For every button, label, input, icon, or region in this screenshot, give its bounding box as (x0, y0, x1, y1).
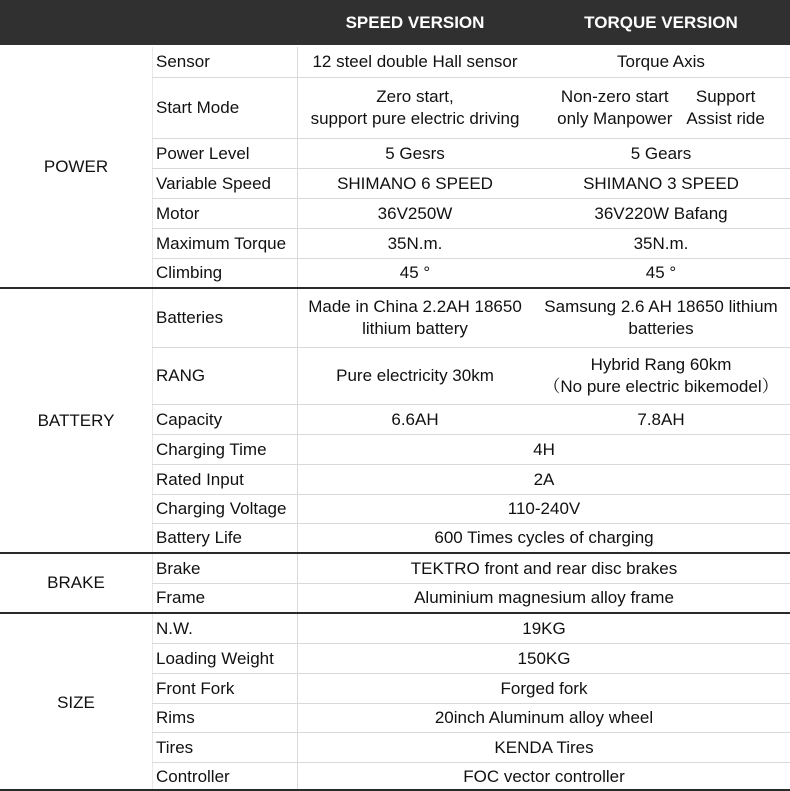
row-label-loading-weight: Loading Weight (156, 648, 274, 668)
loading-weight-value: 150KG (517, 648, 571, 668)
start-mode-torque-a1: Non-zero start (560, 87, 669, 106)
power-level-speed-value: 5 Gesrs (385, 143, 445, 163)
max-torque-speed-value: 35N.m. (387, 233, 443, 253)
row-label-batteries: Batteries (156, 308, 224, 327)
nw-value: 19KG (522, 618, 566, 638)
start-mode-torque-value (532, 78, 790, 138)
start-mode-torque-a2: only Manpower (557, 109, 673, 128)
batteries-speed-line2: lithium battery (362, 319, 468, 338)
row-label-power-level: Power Level (156, 143, 250, 163)
rang-torque-value (532, 348, 790, 404)
start-mode-torque-part-a (557, 86, 672, 130)
speed-version-heading: SPEED VERSION (345, 13, 485, 32)
row-label-variable-speed: Variable Speed (156, 173, 271, 193)
charging-time-value: 4H (533, 439, 555, 459)
rated-input-value: 2A (533, 469, 555, 489)
batteries-torque-value (532, 289, 790, 347)
row-label-battery-life: Battery Life (156, 528, 242, 547)
start-mode-speed-value (298, 78, 532, 138)
start-mode-speed-line1: Zero start, (376, 87, 454, 106)
category-power: POWER (43, 157, 109, 176)
motor-speed-value: 36V250W (377, 203, 453, 223)
row-label-nw: N.W. (156, 618, 193, 638)
sensor-torque-value: Torque Axis (617, 52, 705, 71)
rang-torque-line2: （No pure electric bikemodel） (543, 377, 779, 396)
motor-torque-value: 36V220W Bafang (594, 203, 728, 223)
capacity-torque-value: 7.8AH (637, 409, 685, 429)
climbing-speed-value: 45 ° (399, 263, 431, 282)
row-label-brake: Brake (156, 558, 201, 578)
category-battery: BATTERY (37, 410, 115, 430)
tires-value: KENDA Tires (494, 737, 594, 757)
rims-value: 20inch Aluminum alloy wheel (434, 708, 654, 727)
brake-value: TEKTRO front and rear disc brakes (410, 558, 678, 578)
max-torque-torque-value: 35N.m. (633, 233, 689, 253)
category-size: SIZE (57, 692, 95, 712)
batteries-torque-line2: batteries (628, 319, 694, 338)
battery-life-value: 600 Times cycles of charging (434, 528, 654, 547)
frame-value: Aluminium magnesium alloy frame (414, 588, 674, 607)
front-fork-value: Forged fork (500, 678, 588, 698)
row-label-controller: Controller (156, 767, 230, 786)
column-divider (152, 47, 153, 789)
row-label-capacity: Capacity (156, 409, 223, 429)
variable-speed-torque-value: SHIMANO 3 SPEED (583, 173, 739, 193)
row-label-start-mode: Start Mode (156, 98, 240, 117)
row-label-frame: Frame (156, 588, 206, 607)
start-mode-torque-b1: Support (695, 87, 756, 106)
batteries-torque-line1: Samsung 2.6 AH 18650 lithium (544, 297, 778, 316)
climbing-torque-value: 45 ° (645, 263, 677, 282)
row-label-sensor: Sensor (156, 52, 210, 71)
row-label-rated-input: Rated Input (156, 469, 244, 489)
start-mode-speed-line2: support pure electric driving (310, 109, 520, 128)
row-label-rims: Rims (156, 708, 195, 727)
batteries-speed-value (298, 289, 532, 347)
sensor-speed-value: 12 steel double Hall sensor (312, 52, 518, 71)
capacity-speed-value: 6.6AH (391, 409, 439, 429)
batteries-speed-line1: Made in China 2.2AH 18650 (308, 297, 522, 316)
row-label-front-fork: Front Fork (156, 678, 235, 698)
row-label-tires: Tires (156, 737, 194, 757)
table-header (0, 0, 790, 45)
row-label-climbing: Climbing (156, 263, 223, 282)
rang-speed-value: Pure electricity 30km (336, 366, 494, 385)
category-brake: BRAKE (47, 573, 105, 592)
rang-torque-line1: Hybrid Rang 60km (590, 355, 732, 374)
start-mode-torque-part-b (686, 86, 764, 130)
variable-speed-speed-value: SHIMANO 6 SPEED (337, 173, 493, 193)
power-level-torque-value: 5 Gears (630, 143, 692, 163)
row-label-charging-time: Charging Time (156, 439, 267, 459)
row-label-rang: RANG (156, 366, 206, 385)
row-label-maximum-torque: Maximum Torque (156, 233, 287, 253)
torque-version-heading: TORQUE VERSION (584, 13, 738, 32)
charging-voltage-value: 110-240V (507, 499, 581, 518)
controller-value: FOC vector controller (463, 767, 625, 786)
start-mode-torque-b2: Assist ride (686, 109, 765, 128)
row-label-motor: Motor (156, 203, 200, 223)
row-label-charging-voltage: Charging Voltage (156, 499, 287, 518)
